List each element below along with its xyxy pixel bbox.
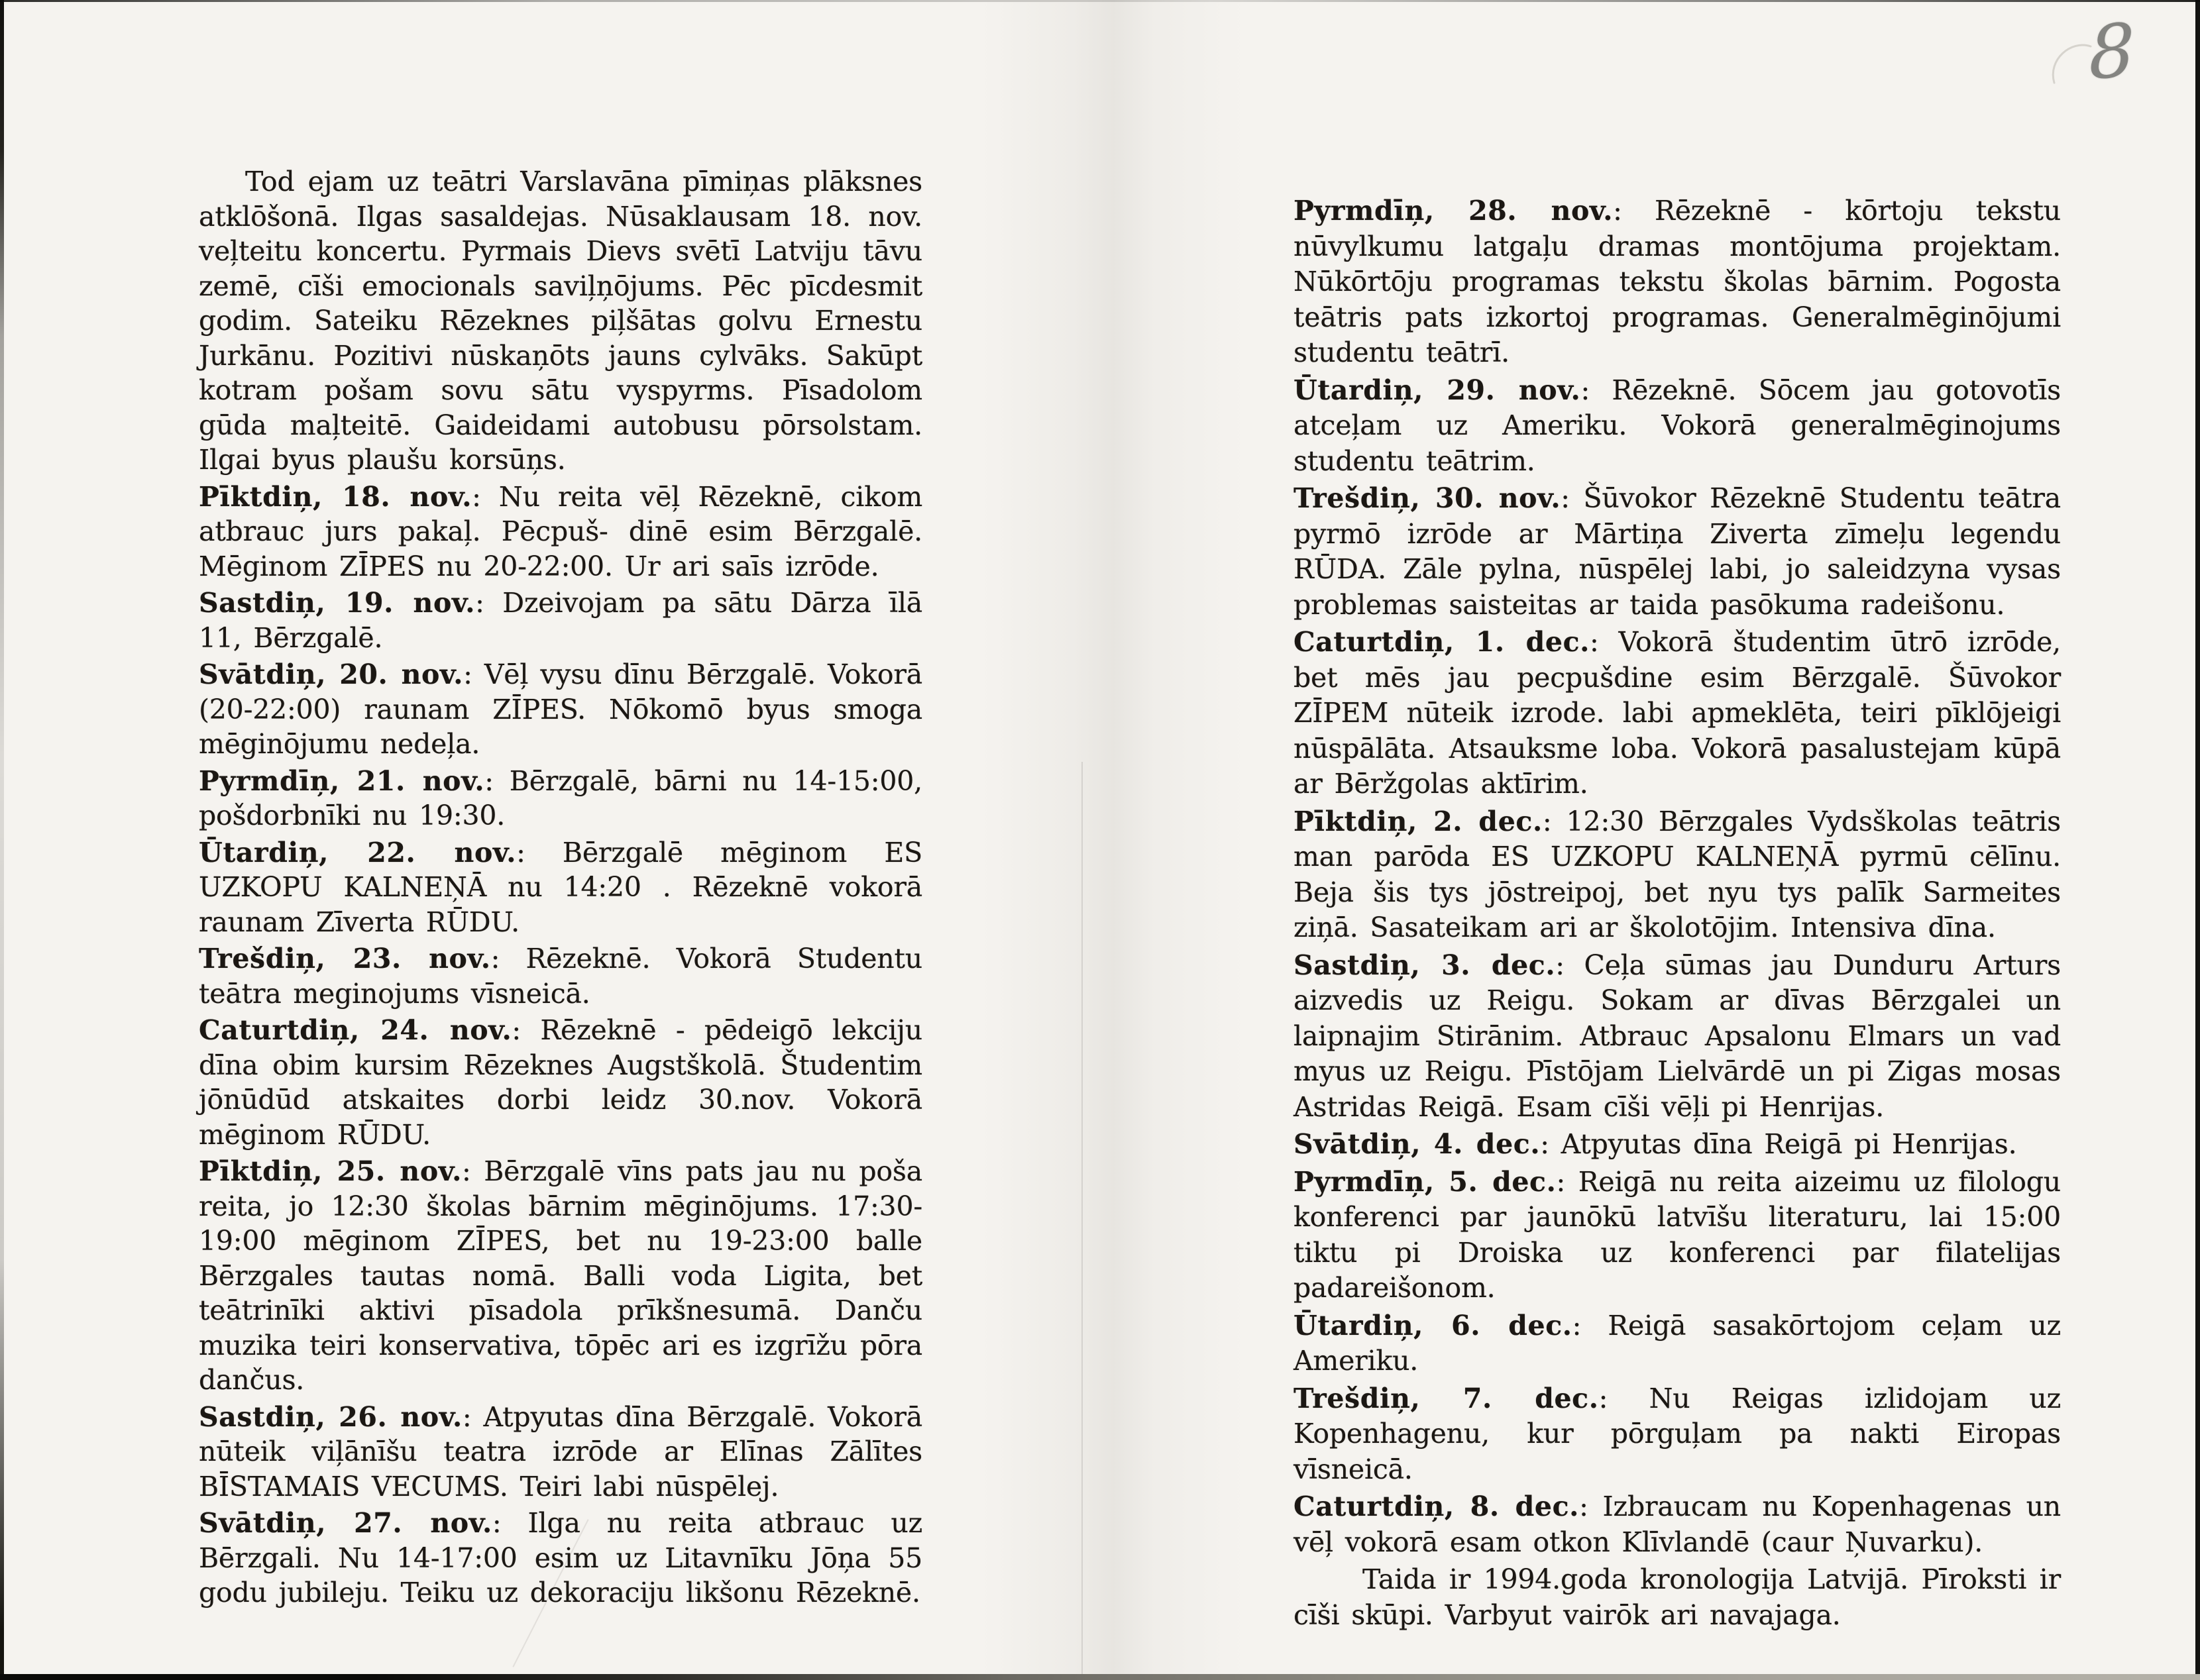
entry-date: Ūtardiņ, 29. nov. (1293, 374, 1581, 406)
closing-paragraph: Taida ir 1994.goda kronologija Latvijā. Pīroksti ir cīši skūpi. Varbyut vairōk ari navajaga. (1293, 1563, 2061, 1631)
page-number: 8 (2088, 7, 2136, 97)
entry-text: : Nu reita vēļ Rēzeknē, cikom atbrauc jurs pakaļ. Pēcpuš- dinē esim Bērzgalē. Mēginom ZĪPES nu 20-22:00. Ur ari saīs izrōde. (199, 480, 922, 582)
entry-date: Trešdiņ, 7. dec. (1293, 1382, 1599, 1414)
entry-date: Ūtardiņ, 6. dec. (1293, 1309, 1572, 1341)
diary-entry-5-dec (1293, 1165, 2061, 1306)
diary-entry-22-nov (199, 835, 922, 940)
diary-entry-3-dec (1293, 948, 2061, 1126)
entry-date: Caturtdiņ, 1. dec. (1293, 626, 1590, 658)
entry-text: : Rēzeknē. Sōcem jau gotovotīs atceļam uz Ameriku. Vokorā generalmēginojums studentu teātrim. (1293, 374, 2061, 477)
entry-date: Sastdiņ, 3. dec. (1293, 949, 1556, 981)
entry-text: : Bērzgalē vīns pats jau nu poša reita, jo 12:30 školas bārnim mēginōjums. 17:30-19:00 mēginom ZĪPES, bet nu 19-23:00 balle Bērzgales tautas nomā. Balli voda Ligita, bet teātrinīki aktivi pīsadola prīkšnesumā. Danču muzika teiri konservativa, tōpēc ari es izgrīžu pōra dančus. (199, 1155, 922, 1396)
diary-entry-2-dec (1293, 804, 2061, 946)
entry-text: : Ilga nu reita atbrauc uz Bērzgali. Nu 14-17:00 esim uz Litavnīku Jōņa 55 godu jubileju. Teiku uz dekoraciju likšonu Rēzeknē. (199, 1507, 922, 1608)
intro-paragraph: Tod ejam uz teātri Varslavāna pīmiņas plāksnes atklōšonā. Ilgas sasaldejas. Nūsaklausam 18. nov. veļteitu koncertu. Pyrmais Dievs svētī Latviju tāvu zemē, cīši emocionals saviļņōjums. Pēc pīcdesmit godim. Sateiku Rēzeknes piļšātas golvu Ernestu Jurkānu. Pozitivi nūskaņōts jauns cylvāks. Sakūpt kotram pošam sovu sātu vyspyrms. Pīsadolom gūda maļteitē. Gaideidami autobusu pōrsolstam. Ilgai byus plaušu korsūņs. (199, 166, 922, 476)
entry-text: : Nu Reigas izlidojam uz Kopenhagenu, kur pōrguļam pa nakti Eiropas vīsneicā. (1293, 1382, 2061, 1485)
entry-text: : Bērzgalē, bārni nu 14-15:00, pošdorbnīki nu 19:30. (199, 764, 923, 831)
diary-entry-28-nov (1293, 193, 2061, 371)
diary-entry-23-nov (199, 941, 922, 1011)
entry-date: Pīktdiņ, 25. nov. (199, 1155, 462, 1187)
left-page-column (199, 164, 922, 1610)
entry-date: Pyrmdīņ, 28. nov. (1293, 195, 1614, 227)
diary-entry-4-dec (1293, 1127, 2061, 1163)
diary-entry-7-dec (1293, 1381, 2061, 1488)
entry-text: : Vokorā študentim ūtrō izrōde, bet mēs jau pecpušdine esim Bērzgalē. Šūvokor ZĪPEM nūteik izrode. labi apmeklēta, teiri pīklōjeigi nūspālāta. Atsauksme loba. Vokorā pasalustejam kūpā ar Bēržgolas aktīrim. (1293, 626, 2061, 800)
entry-date: Pyrmdīņ, 5. dec. (1293, 1165, 1557, 1198)
entry-date: Pīktdiņ, 18. nov. (199, 480, 472, 513)
entry-text: : Ceļa sūmas jau Dunduru Arturs aizvedis uz Reigu. Sokam ar dīvas Bērzgalei un laipnajim Stirānim. Atbrauc Apsalonu Elmars un vad myus uz Reigu. Pīstōjam Lielvārdē un pi Zigas mosas Astridas Reigā. Esam cīši vēļi pi Henrijas. (1293, 949, 2061, 1123)
entry-text: : Izbraucam nu Kopenhagenas un vēļ vokorā esam otkon Klīvlandē (caur Ņuvarku). (1293, 1491, 2061, 1558)
page-gutter-shadow (981, 0, 1246, 1680)
entry-text: : Rēzeknē. Vokorā Studentu teātra meginojums vīsneicā. (199, 943, 922, 1010)
diary-entry-29-nov (1293, 373, 2061, 480)
scan-edge-bottom (0, 1674, 2200, 1680)
diary-entry-26-nov (199, 1400, 922, 1504)
entry-text: : Vēļ vysu dīnu Bērzgalē. Vokorā (20-22:00) raunam ZĪPES. Nōkomō byus smoga mēginōjumu nedeļa. (199, 658, 922, 760)
entry-date: Caturtdiņ, 24. nov. (199, 1014, 512, 1046)
diary-entry-8-dec (1293, 1489, 2061, 1560)
entry-date: Svātdiņ, 20. nov. (199, 658, 464, 690)
diary-entry-1-dec (1293, 625, 2061, 802)
diary-entry-25-nov (199, 1154, 922, 1398)
diary-entry-27-nov (199, 1506, 922, 1610)
entry-text: : 12:30 Bērzgales Vydsškolas teātris man parōda ES UZKOPU KALNEŅĀ pyrmū cēlīnu. Beja šis tys jōstreipoj, bet nyu tys palīk Sarmeites ziņā. Sasateikam ari ar školotōjim. Intensiva dīna. (1293, 805, 2061, 943)
entry-text: : Rēzeknē - kōrtoju tekstu nūvylkumu latgaļu dramas montōjuma projektam. Nūkōrtōju programas tekstu školas bārnim. Pogosta teātris pats izkortoj programas. Generalmēginōjumi studentu teātrī. (1293, 195, 2061, 368)
entry-text: : Rēzeknē - pēdeigō lekciju dīna obim kursim Rēzeknes Augstškolā. Študentim jōnūdūd atskaites dorbi leidz 30.nov. Vokorā mēginom RŪDU. (199, 1014, 923, 1151)
scan-edge-right (2195, 0, 2200, 1680)
diary-entry-24-nov (199, 1013, 922, 1152)
entry-date: Trešdiņ, 30. nov. (1293, 482, 1561, 514)
entry-text: : Atpyutas dīna Bērzgalē. Vokorā nūteik viļānīšu teatra izrōde ar Elīnas Zālītes BĪSTAMAIS VECUMS. Teiri labi nūspēlej. (199, 1400, 922, 1502)
scan-edge-top (0, 0, 2200, 2)
entry-text: : Atpyutas dīna Reigā pi Henrijas. (1540, 1128, 2017, 1160)
diary-entry-6-dec (1293, 1308, 2061, 1379)
diary-entry-30-nov (1293, 481, 2061, 623)
entry-text: : Reigā nu reita aizeimu uz filologu konferenci par jaunōkū latvīšu literaturu, lai 15:00 tiktu pi Droiska uz konferenci par filatelijas padareišonom. (1293, 1165, 2062, 1304)
diary-entry-21-nov (199, 764, 922, 833)
entry-date: Ūtardiņ, 22. nov. (199, 836, 517, 868)
entry-date: Trešdiņ, 23. nov. (199, 943, 491, 974)
diary-entry-19-nov (199, 586, 922, 655)
entry-text: : Šūvokor Rēzeknē Studentu teātra pyrmō izrōde ar Mārtiņa Ziverta zīmeļu legendu RŪDA. Zāle pylna, nūspēlej labi, jo saleidzyna vysas problemas saisteitas ar taida pasōkuma radeišonu. (1293, 482, 2061, 621)
right-page-column (1293, 193, 2061, 1633)
entry-date: Sastdiņ, 19. nov. (199, 587, 476, 619)
entry-text: : Bērzgalē mēginom ES UZKOPU KALNEŅĀ nu 14:20 . Rēzeknē vokorā raunam Zīverta RŪDU. (199, 836, 922, 938)
scan-edge-left (0, 0, 4, 1680)
entry-text: : Dzeivojam pa sātu Dārza īlā 11, Bērzgalē. (199, 587, 923, 654)
entry-date: Svātdiņ, 27. nov. (199, 1507, 492, 1539)
entry-date: Pīktdiņ, 2. dec. (1293, 805, 1543, 837)
gutter-crease-line (1081, 762, 1083, 1676)
diary-entry-20-nov (199, 657, 922, 762)
entry-date: Sastdiņ, 26. nov. (199, 1400, 463, 1433)
entry-date: Svātdiņ, 4. dec. (1293, 1128, 1541, 1160)
entry-date: Caturtdiņ, 8. dec. (1293, 1491, 1580, 1522)
entry-date: Pyrmdīņ, 21. nov. (199, 764, 485, 797)
diary-entry-18-nov (199, 480, 922, 584)
entry-text: : Reigā sasakōrtojom ceļam uz Ameriku. (1293, 1309, 2061, 1377)
